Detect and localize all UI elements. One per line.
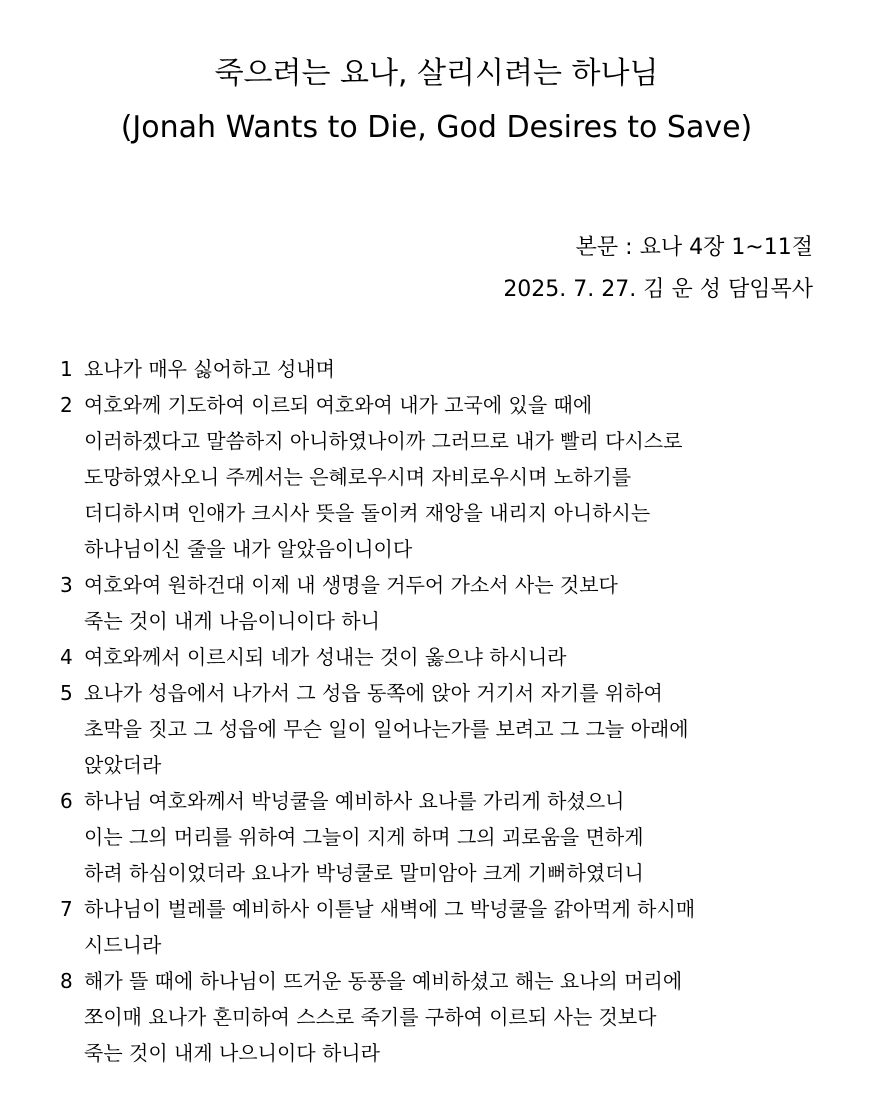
verse-text-line: 하나님 여호와께서 박넝쿨을 예비하사 요나를 가리게 하셨으니: [84, 789, 625, 813]
verse: [60, 783, 840, 891]
verse-text-line: 하나님이 벌레를 예비하사 이튿날 새벽에 그 박넝쿨을 갉아먹게 하시매: [84, 897, 696, 921]
verse-text-line: 도망하였사오니 주께서는 은혜로우시며 자비로우시며 노하기를: [84, 465, 632, 489]
verse-number: 7: [60, 897, 73, 921]
verse: [60, 351, 840, 387]
verse: [60, 639, 840, 675]
scripture-text: [60, 351, 840, 1071]
verse-number: 3: [60, 573, 73, 597]
verse-text-line: 요나가 매우 싫어하고 성내며: [84, 357, 335, 381]
verse-text-line: 여호와여 원하건대 이제 내 생명을 거두어 가소서 사는 것보다: [84, 573, 618, 597]
verse-text-line: 해가 뜰 때에 하나님이 뜨거운 동풍을 예비하셨고 해는 요나의 머리에: [84, 969, 683, 993]
verse-text-line: 초막을 짓고 그 성읍에 무슨 일이 일어나는가를 보려고 그 그늘 아래에: [84, 717, 689, 741]
verse-text-line: 이는 그의 머리를 위하여 그늘이 지게 하며 그의 괴로움을 면하게: [84, 825, 644, 849]
verse-text-line: 앉았더라: [84, 753, 162, 777]
verse: [60, 963, 840, 1071]
verse-number: 5: [60, 681, 73, 705]
verse-text-line: 쪼이매 요나가 혼미하여 스스로 죽기를 구하여 이르되 사는 것보다: [84, 1005, 657, 1029]
verse: [60, 891, 840, 963]
verse-text-line: 여호와께 기도하여 이르되 여호와여 내가 고국에 있을 때에: [84, 393, 593, 417]
verse-number: 8: [60, 969, 73, 993]
sermon-title-korean: 죽으려는 요나, 살리시려는 하나님: [214, 56, 659, 91]
scripture-reference: 본문 : 요나 4장 1~11절: [575, 235, 813, 260]
verse: [60, 675, 840, 783]
verse-text-line: 하나님이신 줄을 내가 알았음이니이다: [84, 537, 413, 561]
date-and-pastor: 2025. 7. 27. 김 운 성 담임목사: [503, 277, 813, 302]
verse-text-line: 시드니라: [84, 933, 162, 957]
verse-text-line: 요나가 성읍에서 나가서 그 성읍 동쪽에 앉아 거기서 자기를 위하여: [84, 681, 663, 705]
verse-number: 6: [60, 789, 73, 813]
verse: [60, 567, 840, 639]
verse-text-line: 죽는 것이 내게 나음이니이다 하니: [84, 609, 380, 633]
verse-text-line: 죽는 것이 내게 나으니이다 하니라: [84, 1041, 380, 1065]
verse-text-line: 하려 하심이었더라 요나가 박넝쿨로 말미암아 크게 기뻐하였더니: [84, 861, 644, 885]
sermon-title-english: (Jonah Wants to Die, God Desires to Save): [120, 110, 753, 145]
verse: [60, 387, 840, 567]
verse-text-line: 이러하겠다고 말씀하지 아니하였나이까 그러므로 내가 빨리 다시스로: [84, 429, 683, 453]
verse-number: 2: [60, 393, 73, 417]
verse-number: 1: [60, 357, 73, 381]
verse-text-line: 여호와께서 이르시되 네가 성내는 것이 옳으냐 하시니라: [84, 645, 567, 669]
verse-number: 4: [60, 645, 73, 669]
verse-text-line: 더디하시며 인애가 크시사 뜻을 돌이켜 재앙을 내리지 아니하시는: [84, 501, 651, 525]
